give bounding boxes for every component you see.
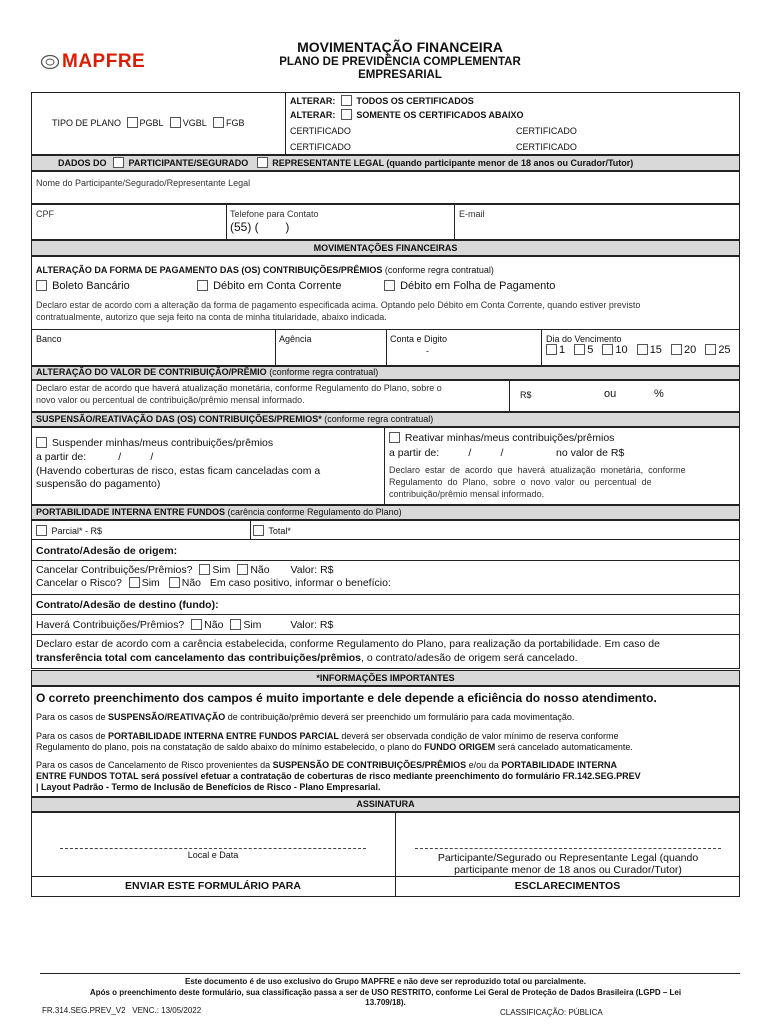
debito-folha-checkbox[interactable] [384,280,395,291]
forma-pagamento-note: (conforme regra contratual) [384,265,494,275]
cancelar-contrib-sim-label: Sim [212,564,231,576]
certificado-field-1[interactable]: CERTIFICADO [290,126,351,136]
suspensao-title: SUSPENSÃO/REATIVAÇÃO DAS (OS) CONTRIBUIÇÕES/PREMIOS* [36,414,322,424]
informacoes-p2-line1: Para os casos de PORTABILIDADE INTERNA ENTRE FUNDOS PARCIAL deverá ser observada condição de valor mínimo de reserva conforme [36,731,619,741]
contact-row [31,204,740,240]
alterar-label-1: ALTERAR: [290,96,336,106]
reativar-decl-3: contribuição/prêmio mensal informado. [389,489,545,499]
suspender-note-2: suspensão do pagamento) [36,478,161,490]
local-data-line[interactable] [60,848,366,849]
valor-rs-field[interactable]: R$ [520,390,532,400]
esclarecimentos-label: ESCLARECIMENTOS [514,880,621,892]
dia-vencimento-options [546,344,731,356]
mapfre-emblem-icon [40,54,60,70]
debito-folha-option[interactable] [384,280,555,292]
reativar-option[interactable] [389,432,614,444]
informacoes-p3-line1: Para os casos de Cancelamento de Risco provenientes da SUSPENSÃO DE CONTRIBUIÇÕES/PRÊMIOS e/ou da PORTABILIDADE INTERNA [36,760,618,770]
havera-label: Haverá Contribuições/Prêmios? [36,619,185,631]
valor-percent-field[interactable]: % [654,388,664,400]
forma-declaro-2: contratualmente, autorizo que seja feito na conta de minha titularidade, abaixo indicada. [36,312,387,322]
cancelar-contrib-sim-checkbox[interactable] [199,564,210,575]
havera-row [36,619,333,631]
reativar-decl-1: Declaro estar de acordo que haverá atualização monetária, conforme [389,465,686,475]
mapfre-logo [40,52,170,72]
suspender-option[interactable] [36,437,273,449]
assinatura-title: ASSINATURA [356,799,415,809]
reativar-date-field[interactable]: a partir de: / / [389,447,504,459]
agencia-field[interactable]: Agência [279,334,312,344]
document-subtitle-2: EMPRESARIAL [358,69,442,81]
dia-15-label: 15 [649,344,662,356]
cancelar-risco-nao-label: Não [181,577,201,589]
dia-20-checkbox[interactable] [671,344,682,355]
cancelar-risco-label: Cancelar o Risco? [36,577,122,589]
assinatura-label-2: participante menor de 18 anos ou Curador/Tutor) [454,864,682,876]
certificado-field-3[interactable]: CERTIFICADO [290,142,351,152]
dia-25-label: 25 [718,344,731,356]
reativar-valor-field[interactable]: no valor de R$ [556,447,625,459]
cancelar-risco-row [36,577,391,589]
local-data-label: Local e Data [187,850,239,860]
suspender-checkbox[interactable] [36,437,47,448]
debito-conta-checkbox[interactable] [197,280,208,291]
dia-5-checkbox[interactable] [574,344,585,355]
banco-field[interactable]: Banco [36,334,62,344]
portabilidade-heading [36,507,402,517]
dia-10-checkbox[interactable] [602,344,613,355]
pgbl-label: PGBL [139,118,164,128]
informacoes-bar [31,670,740,686]
cancelar-contrib-row [36,564,334,576]
debito-conta-label: Débito em Conta Corrente [213,280,342,292]
nome-label: Nome do Participante/Segurado/Representante Legal [36,178,251,188]
footer-line-3: 13.709/18). [365,998,406,1007]
total-checkbox[interactable] [253,525,264,536]
certificado-field-4[interactable]: CERTIFICADO [516,142,577,152]
somente-certificados-label: SOMENTE OS CERTIFICADOS ABAIXO [356,110,524,120]
assinatura-line[interactable] [415,848,721,849]
representante-label: REPRESENTANTE LEGAL (quando participante menor de 18 anos ou Curador/Tutor) [272,158,634,168]
dia-vencimento-label: Dia do Vencimento [546,334,622,344]
boleto-checkbox[interactable] [36,280,47,291]
debito-conta-option[interactable] [197,280,341,292]
assinatura-bar [31,797,740,812]
representante-checkbox[interactable] [257,157,268,168]
valor-text-1: Declaro estar de acordo que haverá atualização monetária, conforme Regulamento do Plano, sobre o [36,383,442,393]
informacoes-title: *INFORMAÇÕES IMPORTANTES [316,673,455,683]
cancelar-risco-nao-checkbox[interactable] [169,577,180,588]
portabilidade-title: PORTABILIDADE INTERNA ENTRE FUNDOS [36,507,225,517]
valor-title: ALTERAÇÃO DO VALOR DE CONTRIBUIÇÃO/PRÊMIO [36,367,267,377]
forma-pagamento-title: ALTERAÇÃO DA FORMA DE PAGAMENTO DAS (OS) CONTRIBUIÇÕES/PRÊMIOS [36,265,383,275]
dia-5-label: 5 [587,344,594,356]
footer-classification: CLASSIFICAÇÃO: PÚBLICA [500,1008,603,1017]
somente-certificados-checkbox[interactable] [341,109,352,120]
suspensao-heading [36,414,433,424]
portabilidade-decl-2-bold: transferência total com cancelamento das contribuições/prêmios [36,652,362,664]
forma-pagamento-heading [36,265,494,275]
valor-text-2: novo valor ou percentual de contribuição/prêmio mensal informado. [36,395,305,405]
debito-folha-label: Débito em Folha de Pagamento [400,280,556,292]
dados-do-label: DADOS DO [58,158,107,168]
total-option[interactable] [253,525,291,536]
footer-line-1: Este documento é de uso exclusivo do Grupo MAPFRE e não deve ser reproduzido total ou parcialmente. [185,977,586,986]
reativar-checkbox[interactable] [389,432,400,443]
havera-nao-checkbox[interactable] [191,619,202,630]
cancelar-contrib-nao-label: Não [250,564,270,576]
alterar-todos-row [290,95,474,106]
pgbl-checkbox[interactable] [127,117,138,128]
cancelar-risco-sim-label: Sim [141,577,160,589]
havera-sim-checkbox[interactable] [230,619,241,630]
portabilidade-note: (carência conforme Regulamento do Plano) [227,507,402,517]
footer-code: FR.314.SEG.PREV_V2 VENC.: 13/05/2022 [42,1006,202,1015]
dia-1-label: 1 [559,344,566,356]
havera-valor[interactable]: Valor: R$ [290,619,334,631]
alterar-somente-row [290,109,524,120]
parcial-option[interactable] [36,525,102,536]
dados-do-row [58,157,633,168]
boleto-label: Boleto Bancário [52,280,130,292]
brand-name: MAPFRE [62,51,146,72]
telefone-value[interactable]: (55) ( ) [230,220,290,234]
valor-note: (conforme regra contratual) [269,367,379,377]
cpf-label[interactable]: CPF [36,209,54,219]
dia-25-checkbox[interactable] [705,344,716,355]
valor-heading [36,367,378,377]
reativar-decl-2: Regulamento do Plano, sobre o novo valor ou percentual de [389,477,652,487]
cancelar-contrib-valor[interactable]: Valor: R$ [290,564,334,576]
portabilidade-decl-2-rest: , o contrato/adesão de origem será cancelado. [361,652,578,664]
dia-1-checkbox[interactable] [546,344,557,355]
movimentacoes-title: MOVIMENTAÇÕES FINANCEIRAS [313,243,458,253]
movimentacoes-bar [31,240,740,256]
participante-label: PARTICIPANTE/SEGURADO [128,158,249,168]
plan-type-row [52,117,244,128]
enviar-formulario-label: ENVIAR ESTE FORMULÁRIO PARA [125,880,301,892]
portabilidade-decl-1: Declaro estar de acordo com a carência estabelecida, conforme Regulamento do Plano, para realização da portabilidade. Em caso de [36,638,660,650]
dia-10-label: 10 [615,344,628,356]
suspensao-note: (conforme regra contratual) [324,414,434,424]
origem-title: Contrato/Adesão de origem: [36,545,178,557]
vgbl-label: VGBL [182,118,207,128]
plan-type-label: TIPO DE PLANO [52,118,122,128]
forma-declaro-1: Declaro estar de acordo com a alteração da forma de pagamento especificada acima. Optando pelo Débito em Conta Corrente, quando estiver previsto [36,300,641,310]
cancelar-contrib-nao-checkbox[interactable] [237,564,248,575]
reativar-label: Reativar minhas/meus contribuições/prêmios [404,432,615,444]
todos-certificados-label: TODOS OS CERTIFICADOS [356,96,474,106]
informacoes-p2-line2: Regulamento do plano, pois na constatação de saldo abaixo do mínimo estabelecido, o plano do FUNDO ORIGEM será cancelado automaticamente. [36,742,633,752]
todos-certificados-checkbox[interactable] [341,95,352,106]
cancelar-risco-sim-checkbox[interactable] [129,577,140,588]
informacoes-headline: O correto preenchimento dos campos é muito importante e dele depende a eficiência do nosso atendimento. [36,691,657,705]
informacoes-p3-line3: | Layout Padrão - Termo de Inclusão de Benefícios de Risco - Plano Empresarial. [36,782,381,792]
cancelar-contrib-label: Cancelar Contribuições/Prêmios? [36,564,193,576]
assinatura-label-1: Participante/Segurado ou Representante Legal (quando [437,852,699,864]
certificado-field-2[interactable]: CERTIFICADO [516,126,577,136]
dia-15-checkbox[interactable] [637,344,648,355]
portabilidade-decl-2 [36,652,578,664]
dia-20-label: 20 [684,344,697,356]
document-title: MOVIMENTAÇÃO FINANCEIRA [297,39,503,55]
conta-field[interactable]: Conta e Digito [390,334,448,344]
participante-checkbox[interactable] [113,157,124,168]
cancelar-risco-beneficio[interactable]: Em caso positivo, informar o benefício: [209,577,391,589]
conta-dash: - [426,346,429,356]
footer-line-2: Após o preenchimento deste formulário, sua classificação passa a ser de USO RESTRITO, conforme Lei Geral de Proteção de Dados Brasileira (LGPD – Lei [89,988,682,997]
valor-ou: ou [604,388,617,400]
fgb-label: FGB [225,118,245,128]
fgb-checkbox[interactable] [213,117,224,128]
vgbl-checkbox[interactable] [170,117,181,128]
telefone-label: Telefone para Contato [230,209,319,219]
havera-nao-label: Não [204,619,224,631]
suspender-label: Suspender minhas/meus contribuições/prêmios [51,437,274,449]
informacoes-p3-line2: ENTRE FUNDOS TOTAL será possível efetuar a contratação de coberturas de risco mediante preenchimento do formulário FR.142.SEG.PREV [36,771,641,781]
havera-sim-label: Sim [243,619,262,631]
total-label: Total* [268,526,291,536]
parcial-label: Parcial* - R$ [51,526,103,536]
email-label[interactable]: E-mail [459,209,485,219]
alterar-label-2: ALTERAR: [290,110,336,120]
destino-title: Contrato/Adesão de destino (fundo): [36,599,219,611]
parcial-checkbox[interactable] [36,525,47,536]
document-subtitle-1: PLANO DE PREVIDÊNCIA COMPLEMENTAR [279,56,521,68]
boleto-option[interactable] [36,280,130,292]
informacoes-p1: Para os casos de SUSPENSÃO/REATIVAÇÃO de contribuição/prêmio deverá ser preenchido um formulário para cada movimentação. [36,712,575,722]
suspender-date-field[interactable]: a partir de: / / [36,451,154,463]
suspender-note-1: (Havendo coberturas de risco, estas ficam canceladas com a [36,465,321,477]
